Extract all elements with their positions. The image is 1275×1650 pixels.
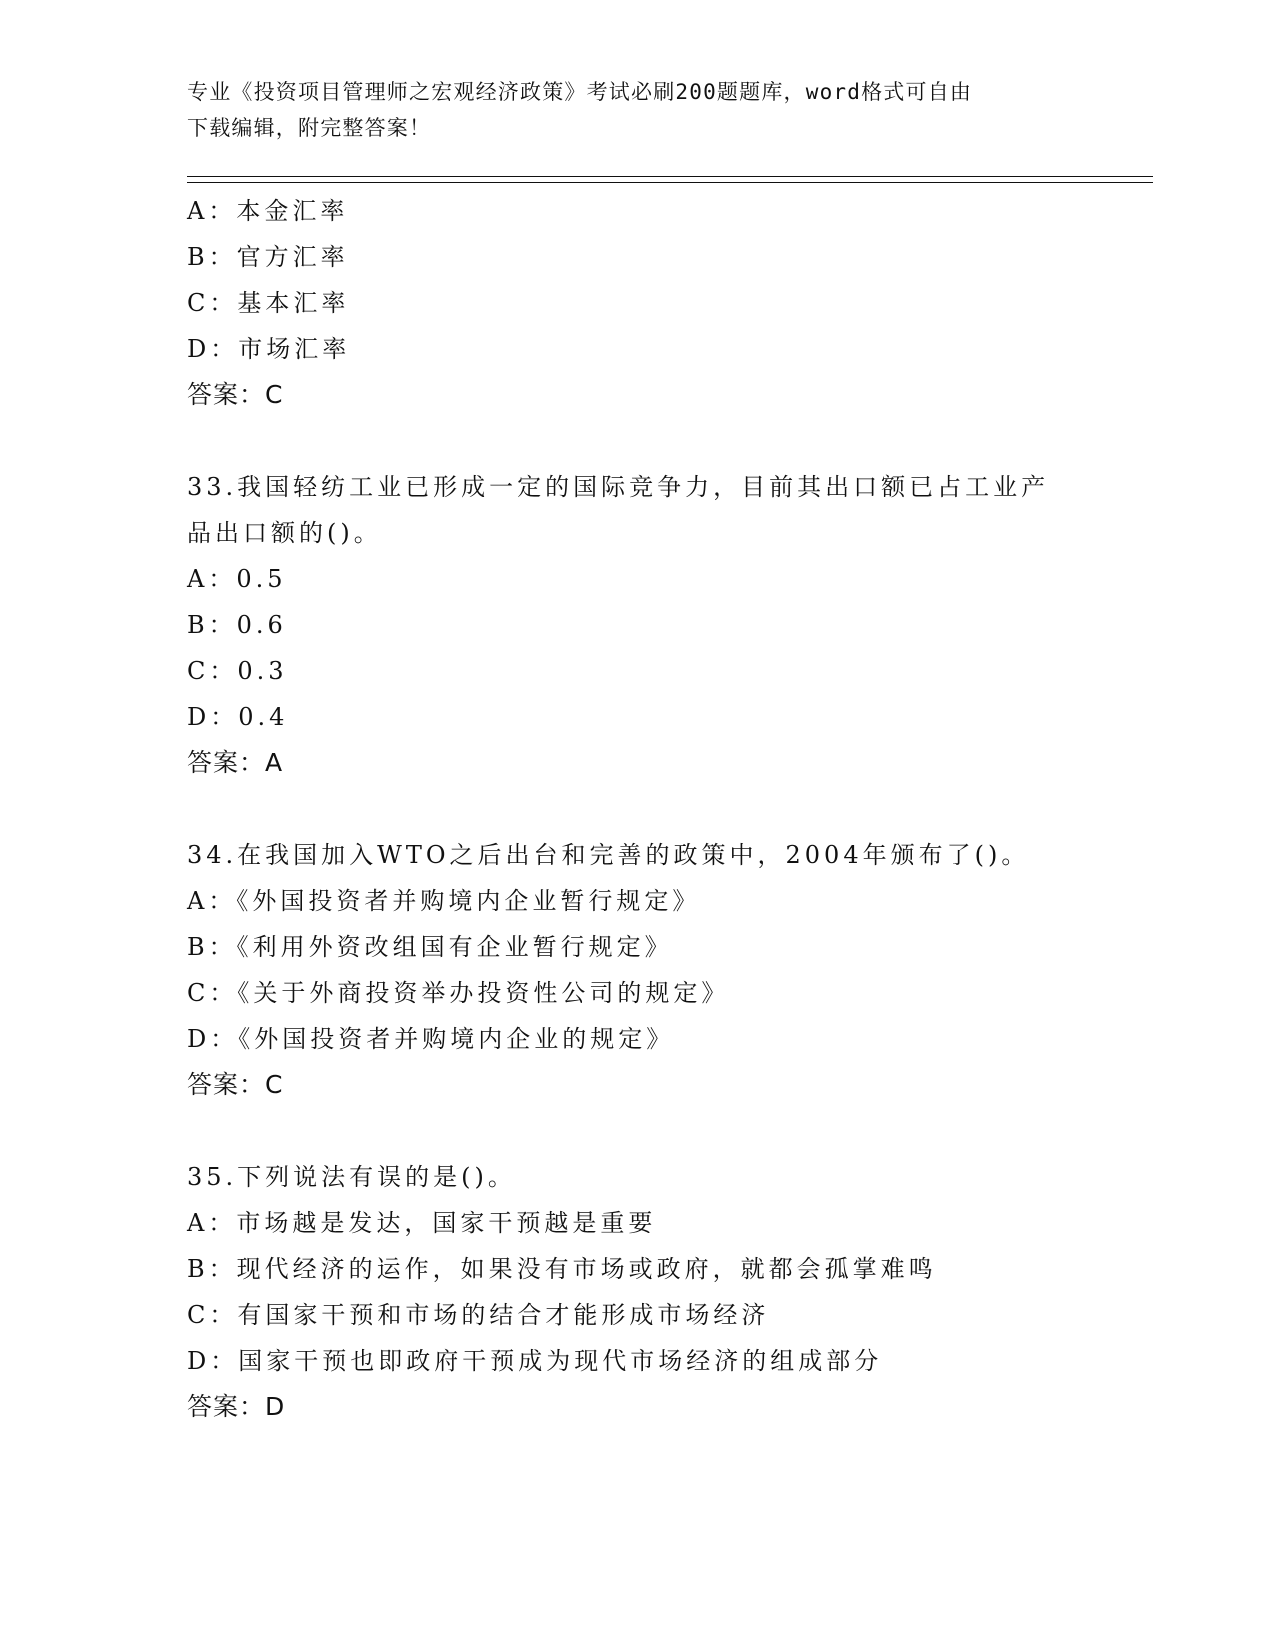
- question-text-line-1: 34.在我国加入WTO之后出台和完善的政策中，2004年颁布了()。: [187, 841, 1030, 869]
- document-header: [187, 74, 1087, 146]
- spacer: [187, 786, 1147, 832]
- question-text-line-1: 33.我国轻纺工业已形成一定的国际竞争力，目前其出口额已占工业产: [187, 473, 1050, 501]
- answer-line: 答案：C: [187, 1070, 284, 1099]
- question-list: [187, 188, 1147, 1430]
- question-32: [187, 188, 1147, 418]
- option-d: D：国家干预也即政府干预成为现代市场经济的组成部分: [187, 1347, 883, 1375]
- question-34: [187, 832, 1147, 1108]
- spacer: [187, 418, 1147, 464]
- option-b: B：官方汇率: [187, 243, 349, 271]
- option-a: A：《外国投资者并购境内企业暂行规定》: [187, 887, 701, 915]
- option-c: C：有国家干预和市场的结合才能形成市场经济: [187, 1301, 770, 1329]
- option-d: D：市场汇率: [187, 335, 351, 363]
- answer-line: 答案：D: [187, 1392, 286, 1421]
- spacer: [187, 1108, 1147, 1154]
- header-line-2: 下载编辑，附完整答案！: [187, 116, 432, 140]
- question-text-line-2: 品出口额的()。: [187, 519, 382, 547]
- header-divider-bottom: [187, 182, 1153, 183]
- option-c: C：基本汇率: [187, 289, 350, 317]
- question-33: [187, 464, 1147, 786]
- option-b: B：现代经济的运作，如果没有市场或政府，就都会孤掌难鸣: [187, 1255, 937, 1283]
- option-d: D：0.4: [187, 703, 289, 731]
- option-a: A：0.5: [187, 565, 287, 593]
- question-35: [187, 1154, 1147, 1430]
- option-b: B：0.6: [187, 611, 287, 639]
- option-b: B：《利用外资改组国有企业暂行规定》: [187, 933, 673, 961]
- answer-line: 答案：A: [187, 748, 284, 777]
- answer-line: 答案：C: [187, 380, 284, 409]
- option-c: C：0.3: [187, 657, 288, 685]
- option-c: C：《关于外商投资举办投资性公司的规定》: [187, 979, 730, 1007]
- header-divider-top: [187, 176, 1153, 177]
- option-a: A：本金汇率: [187, 197, 349, 225]
- header-line-1: 专业《投资项目管理师之宏观经济政策》考试必刷200题题库，word格式可自由: [187, 80, 973, 104]
- question-text-line-1: 35.下列说法有误的是()。: [187, 1163, 516, 1191]
- option-d: D：《外国投资者并购境内企业的规定》: [187, 1025, 675, 1053]
- option-a: A：市场越是发达，国家干预越是重要: [187, 1209, 657, 1237]
